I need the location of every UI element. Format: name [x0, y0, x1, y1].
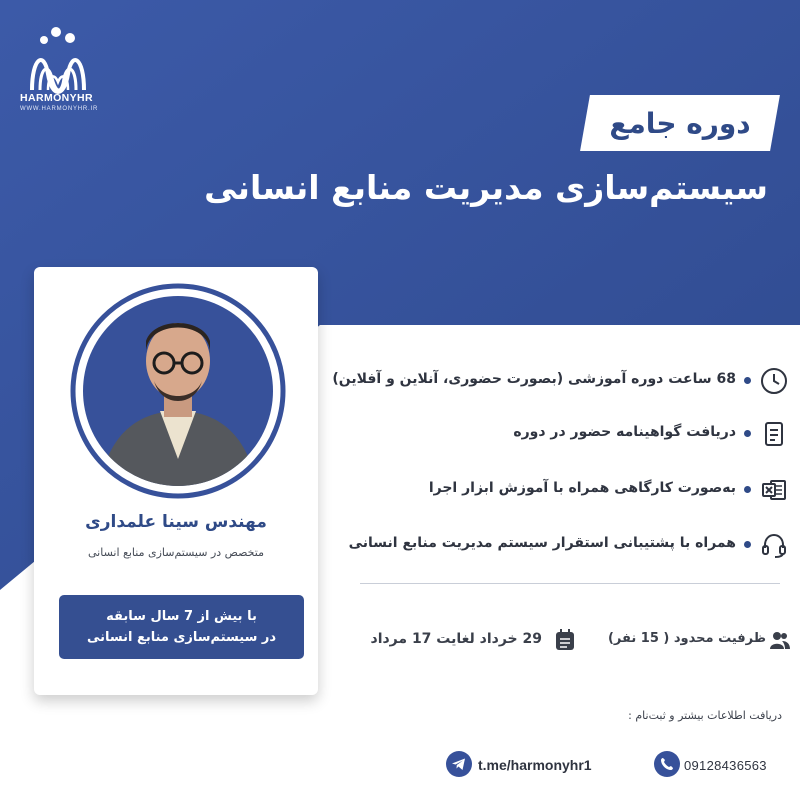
- feature-item-hours: [330, 366, 794, 396]
- feature-text: 68 ساعت دوره آموزشی (بصورت حضوری، آنلاین و آفلاین): [332, 371, 736, 387]
- feature-item-workshop: [330, 475, 794, 505]
- certificate-icon: [760, 420, 788, 448]
- telegram-icon: [446, 751, 472, 777]
- clock-icon: [760, 367, 788, 395]
- experience-line-1: با بیش از 7 سال سابقه: [106, 609, 257, 624]
- feature-bullet: [744, 377, 751, 384]
- phone-icon: [654, 751, 680, 777]
- people-icon: [770, 631, 790, 649]
- instructor-name: مهندس سینا علمداری: [85, 512, 267, 532]
- feature-item-support: [330, 530, 794, 560]
- course-title: سیستم‌سازی مدیریت منابع انسانی: [204, 168, 768, 207]
- instructor-role: متخصص در سیستم‌سازی منابع انسانی: [88, 546, 264, 559]
- feature-bullet: [744, 541, 751, 548]
- capacity-text: ظرفیت محدود ( 15 نفر): [607, 631, 766, 646]
- course-tag: دوره جامع: [609, 106, 751, 140]
- telegram-link[interactable]: t.me/harmonyhr1: [478, 757, 592, 773]
- logo-wordmark: HARMONYHR: [20, 92, 94, 104]
- experience-line-2: در سیستم‌سازی منابع انسانی: [86, 630, 277, 645]
- course-dates: 29 خرداد لغایت 17 مرداد: [370, 631, 542, 647]
- excel-icon: [760, 476, 788, 504]
- feature-item-certificate: [330, 419, 794, 449]
- experience-badge: [59, 595, 304, 659]
- feature-text: به‌صورت کارگاهی همراه با آموزش ابزار اجرا: [428, 480, 736, 496]
- phone-number[interactable]: 09128436563: [684, 758, 767, 773]
- section-divider: [360, 583, 780, 584]
- headset-icon: [760, 531, 788, 559]
- calendar-icon: [554, 628, 576, 652]
- registration-prompt: دریافت اطلاعات بیشتر و ثبت‌نام :: [628, 709, 782, 722]
- feature-text: همراه با پشتیبانی استقرار سیستم مدیریت منابع انسانی: [348, 535, 736, 551]
- instructor-avatar: [70, 283, 286, 499]
- logo-url: WWW.HARMONYHR.IR: [20, 106, 99, 112]
- feature-bullet: [744, 486, 751, 493]
- feature-bullet: [744, 430, 751, 437]
- feature-text: دریافت گواهینامه حضور در دوره: [513, 424, 736, 440]
